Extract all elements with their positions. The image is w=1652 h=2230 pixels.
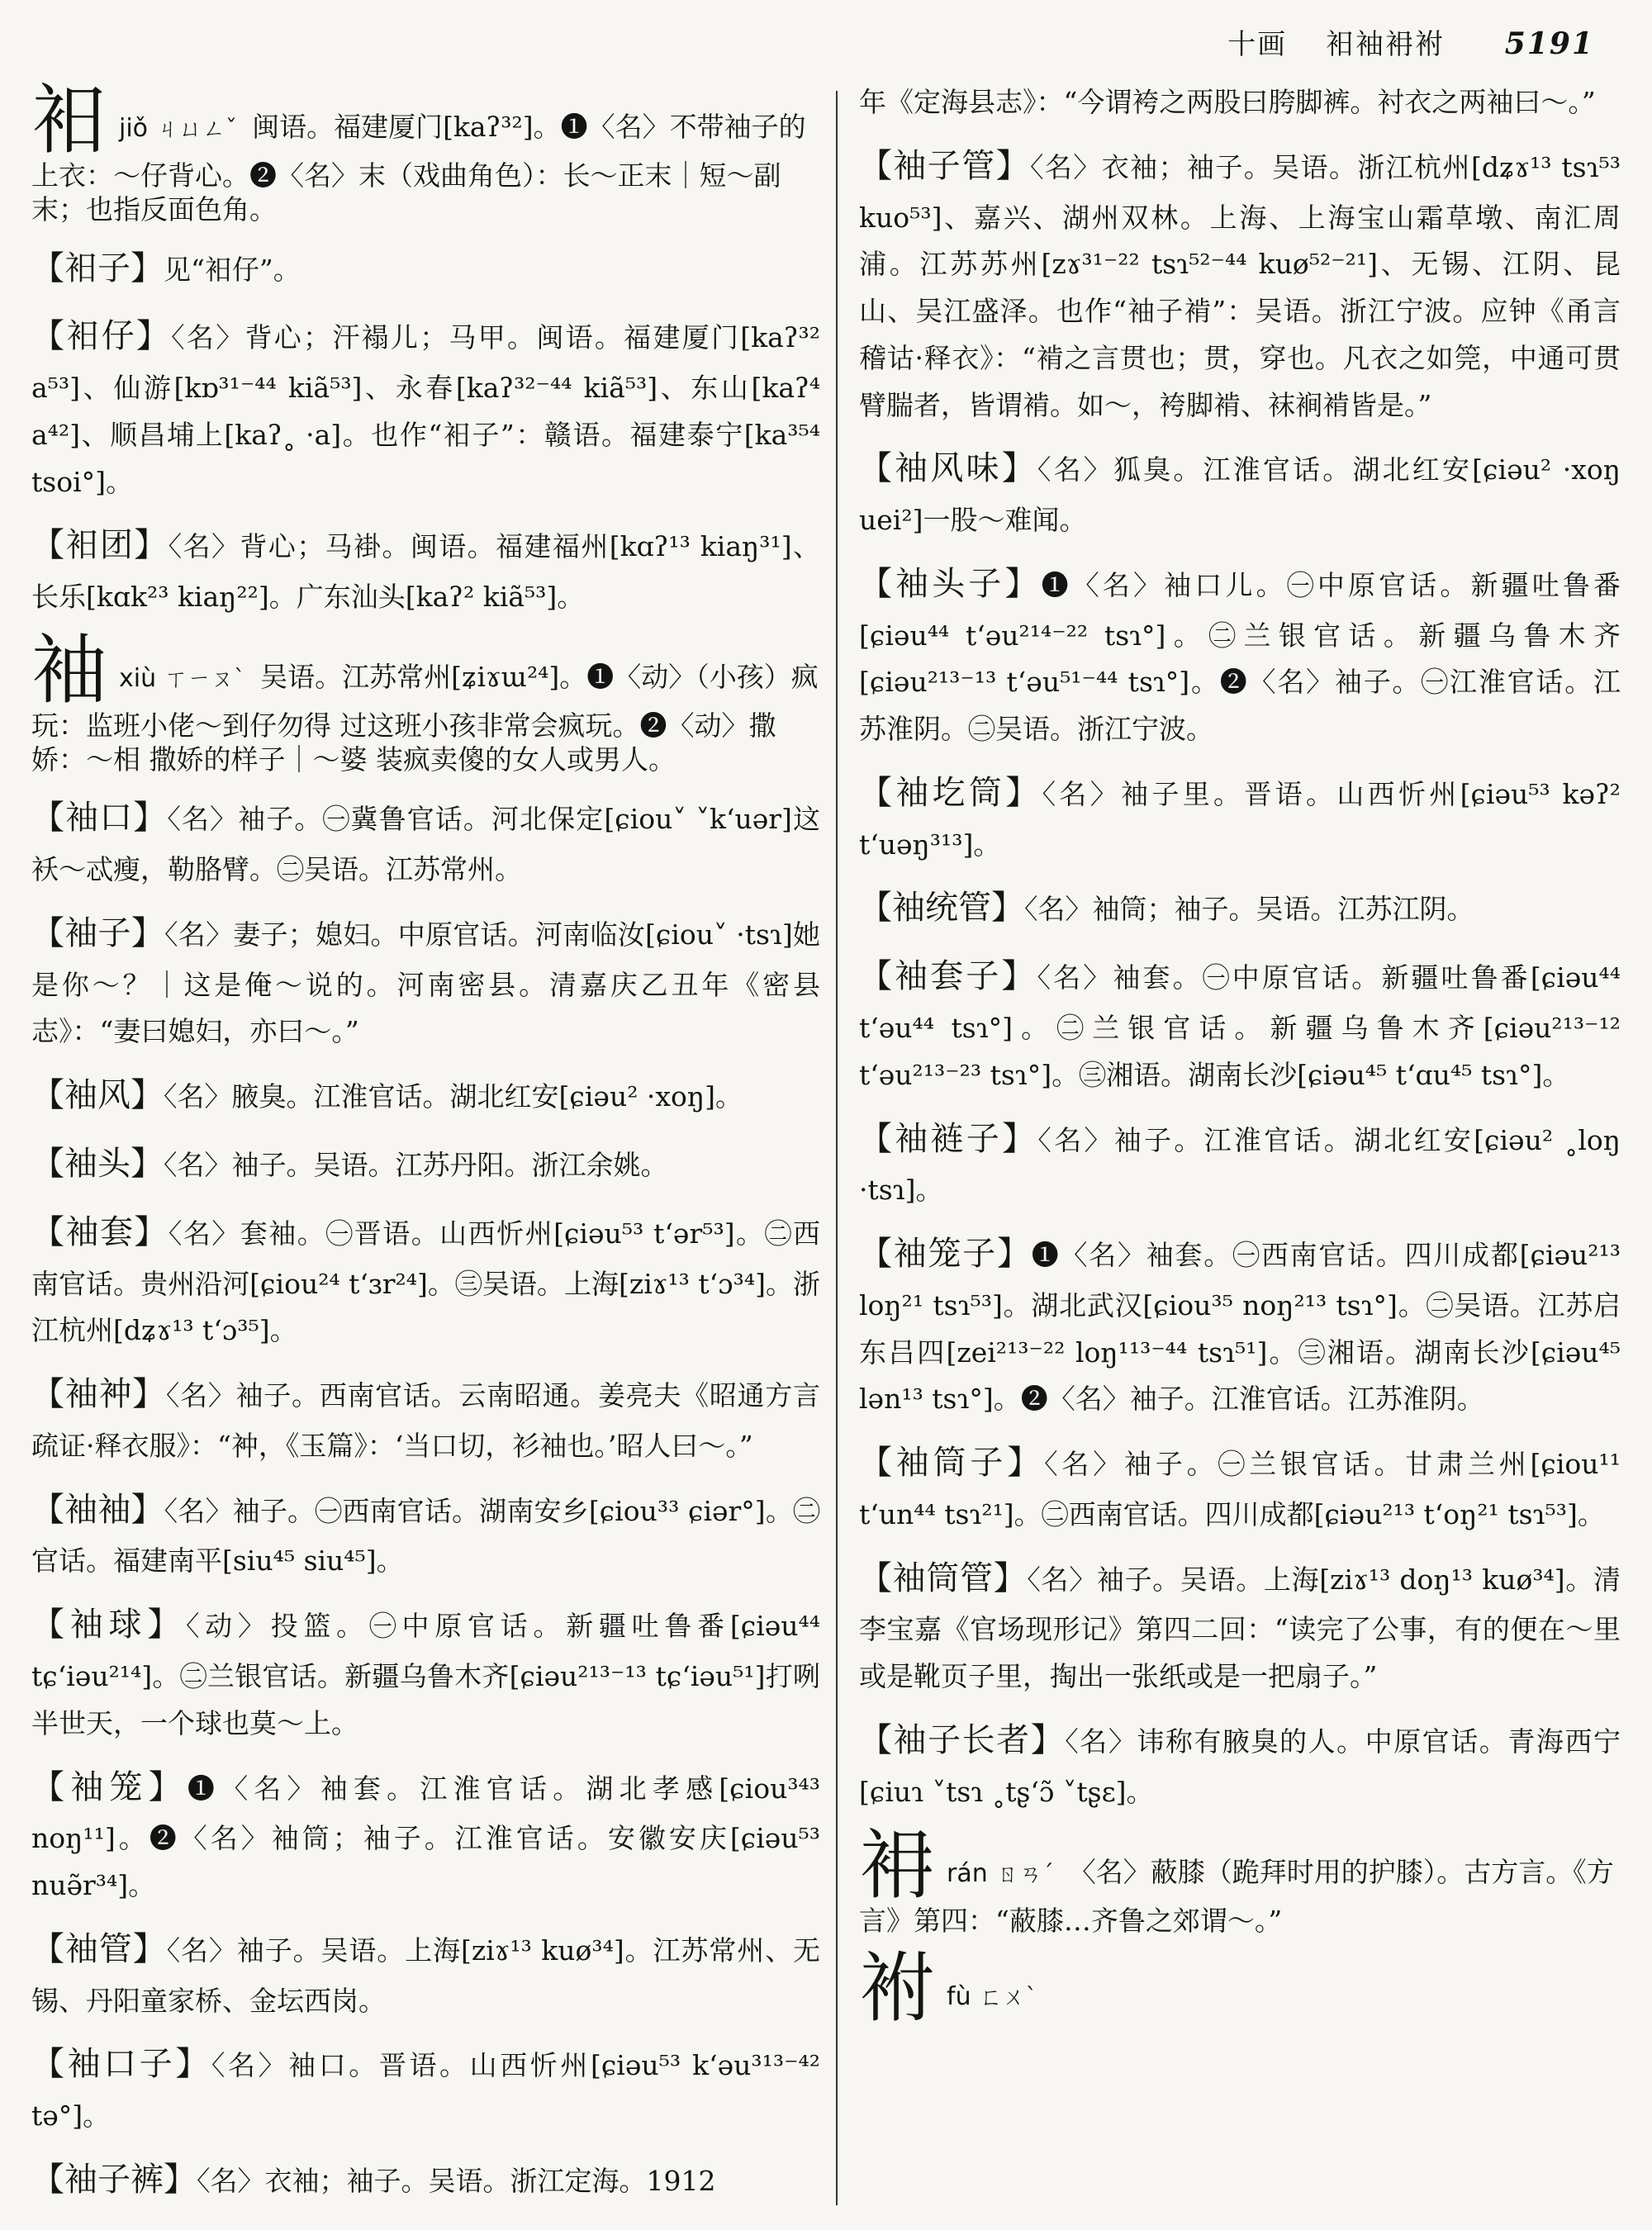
headword: 【袖子裤】 [31, 2160, 197, 2199]
headword: 【衵子】 [31, 249, 164, 287]
headword: 【袖管】 [31, 1929, 167, 1968]
definition: 〈名〉套袖。㊀晋语。山西忻州[ɕiəu⁵³ t‘ər⁵³]。㊁西南官话。贵州沿河[ɕiou²⁴ t‘ɜr²⁴]。㊂吴语。上海[ziɤ¹³ t‘ɔ³⁴]。浙江杭州[dʑɤ¹³ t‘ɔ³⁵]。 [31, 1217, 821, 1347]
definition: 〈名〉袖子。吴语。上海[ziɤ¹³ doŋ¹³ kuø³⁴]。清李宝嘉《官场现形记》第四二回：“读完了公事，有的便在～里或是靴页子里，掏出一张纸或是一把扇子。” [859, 1563, 1621, 1693]
page-number: 5191 [1504, 26, 1594, 61]
word-entry [31, 1921, 820, 2025]
definition: 〈名〉袖筒；袖子。吴语。江苏江阴。 [1024, 893, 1474, 926]
word-entry [859, 1435, 1621, 1539]
definition: 〈名〉袖子。㊀西南官话。湖南安乡[ɕiou³³ ɕiər°]。㊁官话。福建南平[siu⁴⁵ siu⁴⁵]。 [31, 1494, 821, 1578]
header-characters: 衵袖衻袝 [1325, 28, 1445, 61]
definition: 〈名〉背心；汗褟儿；马甲。闽语。福建厦门[kaʔ³² a⁵³]、仙游[kɒ³¹⁻⁴⁴ kiã⁵³]、永春[kaʔ³²⁻⁴⁴ kiã⁵³]、东山[kaʔ⁴ a⁴²]、顺昌埔上[kaʔ˳ ·a]。也作“衵子”：赣语。福建泰宁[ka³⁵⁴ tsoi°]。 [31, 321, 821, 498]
definition: 〈名〉袖口。晋语。山西忻州[ɕiəu⁵³ k‘əu³¹³⁻⁴² tə°]。 [31, 2049, 820, 2133]
headword: 【袖子】 [31, 913, 164, 952]
word-entry [859, 765, 1621, 869]
definition: 〈名〉袖子里。晋语。山西忻州[ɕiəu⁵³ kəʔ² t‘uəŋ³¹³]。 [859, 777, 1621, 861]
headword: 【袖统管】 [859, 889, 1024, 928]
headword-character: 袝 [859, 1943, 936, 2033]
definition: 闽语。福建厦门[kaʔ³²]。❶〈名〉不带袖子的上衣：～仔背心。❷〈名〉末（戏曲角色）：长～正末｜短～副末；也指反面色角。 [31, 111, 806, 226]
headword: 【袖笼子】 [859, 1235, 1032, 1274]
definition: 〈名〉袖子。吴语。江苏丹阳。浙江余姚。 [164, 1149, 668, 1182]
word-entry [31, 1067, 820, 1124]
definition: 〈名〉袖子。江淮官话。湖北红安[ɕiəu² ˳loŋ ·tsɿ]。 [859, 1123, 1621, 1207]
character-entry [31, 76, 820, 227]
word-entry [31, 1204, 820, 1355]
headword: 【袖口】 [31, 799, 168, 837]
headword: 【袖风味】 [859, 449, 1037, 488]
word-entry [31, 790, 820, 894]
right-column [859, 79, 1621, 2040]
definition: 见“衵仔”。 [164, 253, 301, 286]
word-entry [859, 1226, 1621, 1423]
word-entry [859, 1550, 1621, 1701]
word-entry [859, 79, 1621, 126]
headword: 【袖笼】 [31, 1767, 188, 1806]
word-entry [31, 1482, 820, 1586]
word-entry [31, 240, 820, 297]
headword: 【袖套子】 [859, 957, 1037, 996]
pinyin: fù [947, 1981, 971, 2011]
headword: 【袖子长者】 [859, 1720, 1066, 1759]
chapter-label: 十画 [1227, 28, 1288, 61]
definition: 〈名〉袖子。吴语。上海[ziɤ¹³ kuø³⁴]。江苏常州、无锡、丹阳童家桥、金坛西岗。 [31, 1933, 821, 2017]
word-entry [859, 948, 1621, 1098]
definition: 〈名〉袖子。㊀冀鲁官话。河北保定[ɕiou˅ ˅k‘uər]这袄～忒瘦，勒胳臂。㊁吴语。江苏常州。 [31, 803, 820, 886]
headword: 【袖头子】 [859, 564, 1042, 603]
headword: 【袖套】 [31, 1212, 169, 1251]
definition: 〈名〉衣袖；袖子。吴语。浙江定海。1912 [197, 2164, 716, 2197]
headword-character: 衻 [859, 1820, 936, 1910]
definition: 〈名〉袖套。㊀中原官话。新疆吐鲁番[ɕiəu⁴⁴ t‘əu⁴⁴ tsɿ°]。㊁兰银官话。新疆乌鲁木齐[ɕiəu²¹³⁻¹² t‘əu²¹³⁻²³ tsɿ°]。㊂湘语。湖南长沙[ɕiəu⁴⁵ t‘ɑu⁴⁵ tsɿ°]。 [859, 961, 1621, 1091]
word-entry [31, 308, 820, 505]
word-entry [31, 2152, 820, 2209]
character-entry [31, 625, 820, 777]
pinyin: jiǒ [119, 114, 149, 143]
word-entry [859, 440, 1621, 544]
character-entry [859, 1820, 1621, 1938]
definition: 〈名〉狐臭。江淮官话。湖北红安[ɕiəu² ·xoŋ uei²]一股～难闻。 [859, 453, 1621, 537]
zhuyin: ㄖㄢˊ [995, 1859, 1054, 1887]
word-entry [31, 2036, 820, 2140]
definition: ❶〈名〉袖套。㊀西南官话。四川成都[ɕiəu²¹³ loŋ²¹ tsɿ⁵³]。湖北武汉[ɕiou³⁵ noŋ²¹³ tsɿ°]。㊁吴语。江苏启东吕四[zei²¹³⁻²² loŋ¹¹³⁻⁴⁴ tsɿ⁵¹]。㊂湘语。湖南长沙[ɕiəu⁴⁵ lən¹³ tsɿ°]。❷〈名〉袖子。江淮官话。江苏淮阴。 [859, 1239, 1621, 1416]
left-column [31, 76, 821, 2220]
headword-character: 衵 [31, 76, 108, 164]
definition: 〈名〉衣袖；袖子。吴语。浙江杭州[dʑɤ¹³ tsɿ⁵³ kuo⁵³]、嘉兴、湖州双林。上海、上海宝山霜草墩、南汇周浦。江苏苏州[zɤ³¹⁻²² tsɿ⁵²⁻⁴⁴ kuø⁵²⁻²¹]、无锡、江阴、昆山、吴江盛泽。也作“袖子褃”：吴语。浙江宁波。应钟《甬言稽诂·释衣》：“褃之言贯也；贯，穿也。凡衣之如筦，中通可贯臂腨者，皆谓褃。如～，袴脚褃、袜裥褃皆是。” [859, 150, 1621, 421]
word-entry [31, 517, 820, 621]
definition: 〈名〉袖子。㊀兰银官话。甘肃兰州[ɕiou¹¹ t‘un⁴⁴ tsɿ²¹]。㊁西南官话。四川成都[ɕiəu²¹³ t‘oŋ²¹ tsɿ⁵³]。 [859, 1448, 1621, 1530]
zhuyin: ㄒㄧㄡˋ [164, 664, 246, 692]
zhuyin: ㄈㄨˋ [979, 1982, 1037, 2010]
headword: 【袖头】 [31, 1145, 164, 1184]
column-divider [836, 91, 838, 2205]
definition: 吴语。江苏常州[ʑiɤɯ²⁴]。❶〈动〉（小孩）疯玩：监班小佬～到仔勿得 过这班小孩非常会疯玩。❷〈动〉撒娇：～相 撒娇的样子｜～婆 装疯卖傻的女人或男人。 [31, 660, 819, 776]
definition: 〈名〉背心；马褂。闽语。福建福州[kɑʔ¹³ kiaŋ³¹]、长乐[kɑk²³ kiaŋ²²]。广东汕头[kaʔ² kiã⁵³]。 [31, 530, 821, 614]
word-entry [859, 1111, 1621, 1215]
pinyin: rán [947, 1858, 988, 1888]
headword-character: 袖 [31, 625, 108, 714]
character-entry [859, 1943, 1621, 2033]
zhuyin: ㄐㄩㄥˇ [156, 115, 238, 142]
definition: ❶〈名〉袖口儿。㊀中原官话。新疆吐鲁番[ɕiəu⁴⁴ t‘əu²¹⁴⁻²² tsɿ°]。㊁兰银官话。新疆乌鲁木齐[ɕiəu²¹³⁻¹³ t‘əu⁵¹⁻⁴⁴ tsɿ°]。❷〈名〉袖子。㊀江淮官话。江苏淮阴。㊁吴语。浙江宁波。 [859, 568, 1621, 746]
definition: ❶〈名〉袖套。江淮官话。湖北孝感[ɕiou³⁴³ noŋ¹¹]。❷〈名〉袖筒；袖子。江淮官话。安徽安庆[ɕiəu⁵³ nuə̃r³⁴]。 [31, 1772, 821, 1902]
definition: 〈名〉讳称有腋臭的人。中原官话。青海西宁[ɕiuɿ ˅tsɿ ˳tʂ‘ɔ̃ ˅tʂɛ]。 [859, 1725, 1621, 1808]
headword: 【袖风】 [31, 1076, 164, 1115]
definition: 〈名〉蔽膝（跪拜时用的护膝）。古方言。《方言》第四：“蔽膝…齐鲁之郊谓～。” [859, 1855, 1614, 1937]
word-entry [31, 1597, 820, 1747]
headword: 【袖裢子】 [859, 1119, 1038, 1158]
headword: 【衵仔】 [31, 317, 172, 356]
headword: 【袖衶】 [31, 1375, 166, 1414]
headword: 【袖筒子】 [859, 1444, 1045, 1483]
word-entry [859, 1712, 1621, 1816]
headword: 【袖圪筒】 [859, 773, 1042, 812]
headword: 【衵团】 [31, 526, 169, 565]
pinyin: xiù [119, 663, 157, 693]
definition: 〈名〉袖子。西南官话。云南昭通。姜亮夫《昭通方言疏证·释衣服》：“衶，《玉篇》：‘当口切，衫袖也。’昭人曰～。” [31, 1379, 821, 1462]
running-head [58, 21, 1594, 62]
word-entry [31, 1759, 820, 1910]
headword: 【袖球】 [31, 1606, 186, 1644]
word-entry [31, 1366, 820, 1470]
word-entry [859, 556, 1621, 753]
headword: 【袖筒管】 [859, 1559, 1028, 1597]
definition: 年《定海县志》：“今谓袴之两股曰胯脚裤。衬衣之两袖曰～。” [859, 86, 1596, 118]
word-entry [859, 880, 1621, 937]
word-entry [31, 905, 820, 1056]
definition: 〈动〉投篮。㊀中原官话。新疆吐鲁番[ɕiəu⁴⁴ tɕ‘iəu²¹⁴]。㊁兰银官话。新疆乌鲁木齐[ɕiəu²¹³⁻¹³ tɕ‘iəu⁵¹]打咧半世天，一个球也莫～上。 [31, 1610, 821, 1739]
headword: 【袖袖】 [31, 1490, 164, 1529]
word-entry [31, 1136, 820, 1193]
definition: 〈名〉腋臭。江淮官话。湖北红安[ɕiəu² ·xoŋ]。 [164, 1080, 743, 1113]
definition: 〈名〉妻子；媳妇。中原官话。河南临汝[ɕiou˅ ·tsɿ]她是你～？｜这是俺～说的。河南密县。清嘉庆乙丑年《密县志》：“妻曰媳妇，亦曰～。” [31, 918, 820, 1048]
headword: 【袖子管】 [859, 146, 1031, 185]
word-entry [859, 138, 1621, 429]
headword: 【袖口子】 [31, 2045, 211, 2084]
